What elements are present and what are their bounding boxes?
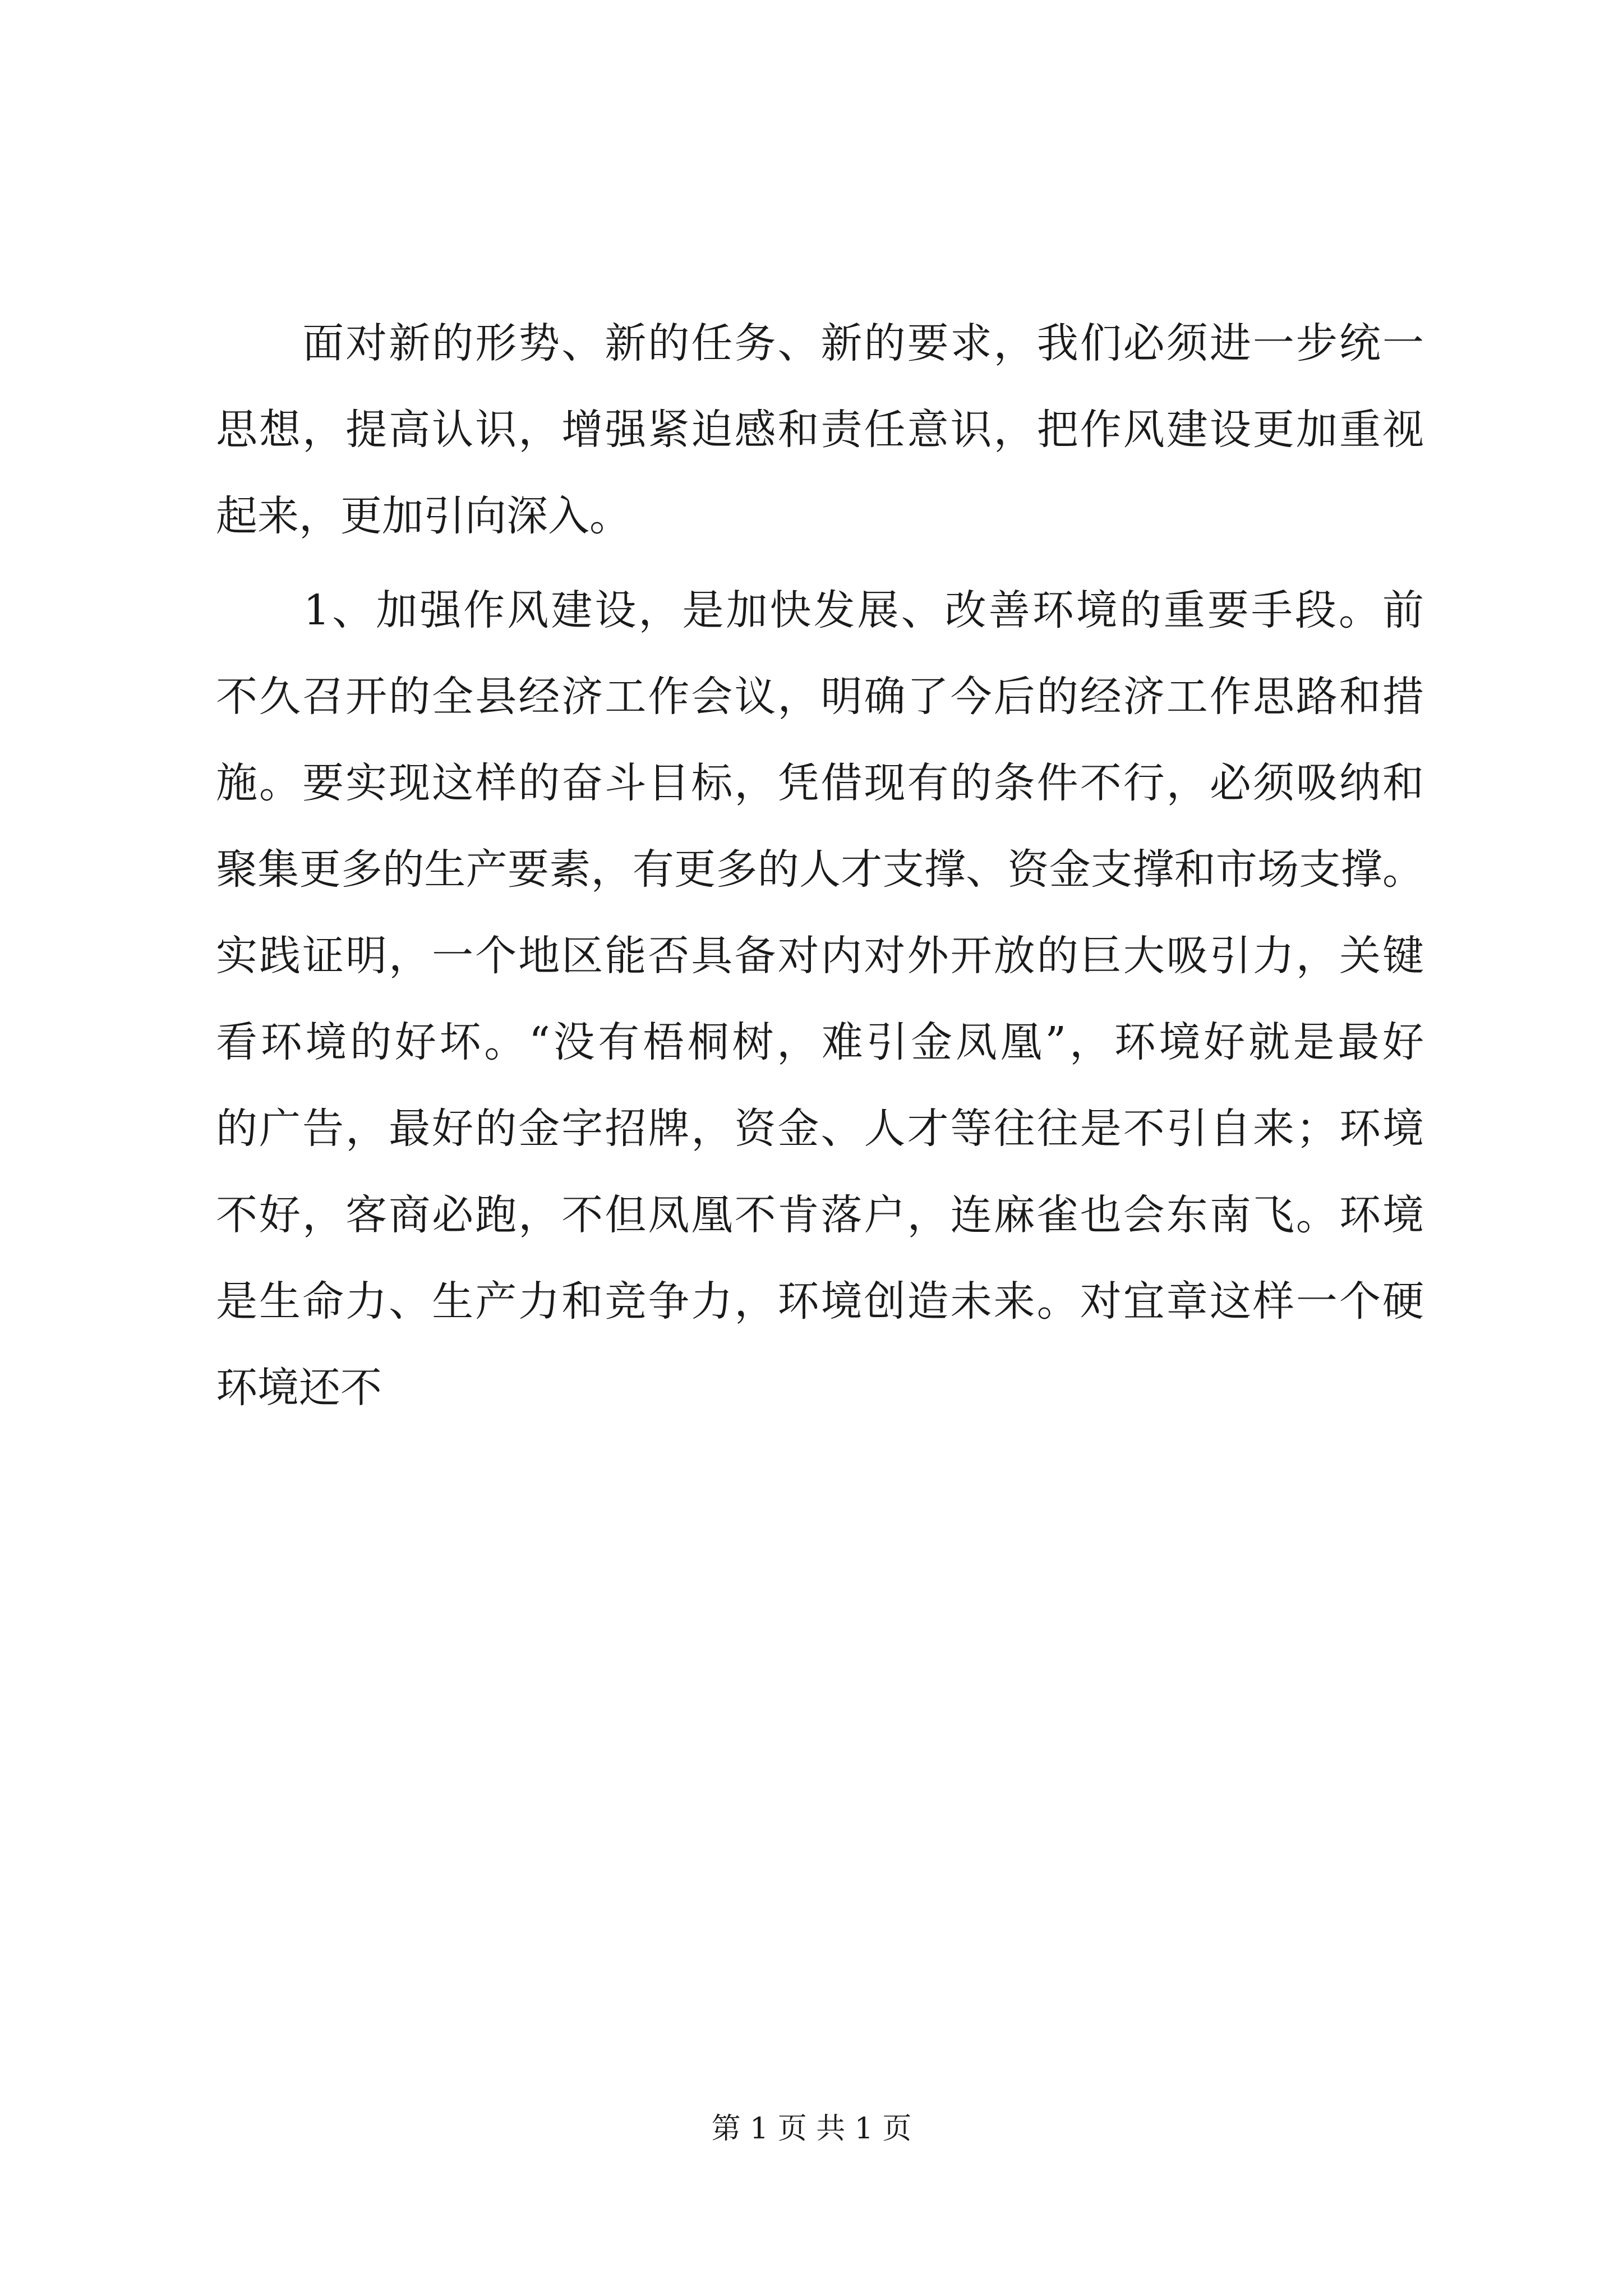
paragraph-intro (216, 300, 1424, 559)
text-line: 聚集更多的生产要素，有更多的人才支撑、资金支撑和市场支撑。 (216, 845, 1424, 894)
text-line: 环境还不 (216, 1364, 382, 1412)
paragraph-point-1 (216, 567, 1424, 1431)
text-line: 看环境的好坏。“没有梧桐树，难引金凤凰”，环境好就是最好 (216, 1018, 1424, 1066)
text-line: 起来，更加引向深入。 (216, 492, 631, 540)
text-line: 1、加强作风建设，是加快发展、改善环境的重要手段。前 (216, 586, 1424, 634)
text-line: 施。要实现这样的奋斗目标，凭借现有的条件不行，必须吸纳和 (216, 759, 1424, 807)
text-line: 的广告，最好的金字招牌，资金、人才等往往是不引自来；环境 (216, 1105, 1424, 1153)
text-line: 是生命力、生产力和竞争力，环境创造未来。对宜章这样一个硬 (216, 1277, 1424, 1326)
text-line: 不久召开的全县经济工作会议，明确了今后的经济工作思路和措 (216, 673, 1424, 721)
text-line: 实践证明，一个地区能否具备对内对外开放的巨大吸引力，关键 (216, 932, 1424, 980)
page-number-footer: 第 1 页 共 1 页 (711, 2112, 912, 2146)
paragraph-spacer (216, 559, 1424, 567)
text-line: 思想，提高认识，增强紧迫感和责任意识，把作风建设更加重视 (216, 406, 1424, 454)
document-body (216, 300, 1424, 1431)
text-line: 不好，客商必跑，不但凤凰不肯落户，连麻雀也会东南飞。环境 (216, 1191, 1424, 1239)
text-line: 面对新的形势、新的任务、新的要求，我们必须进一步统一 (216, 319, 1424, 367)
